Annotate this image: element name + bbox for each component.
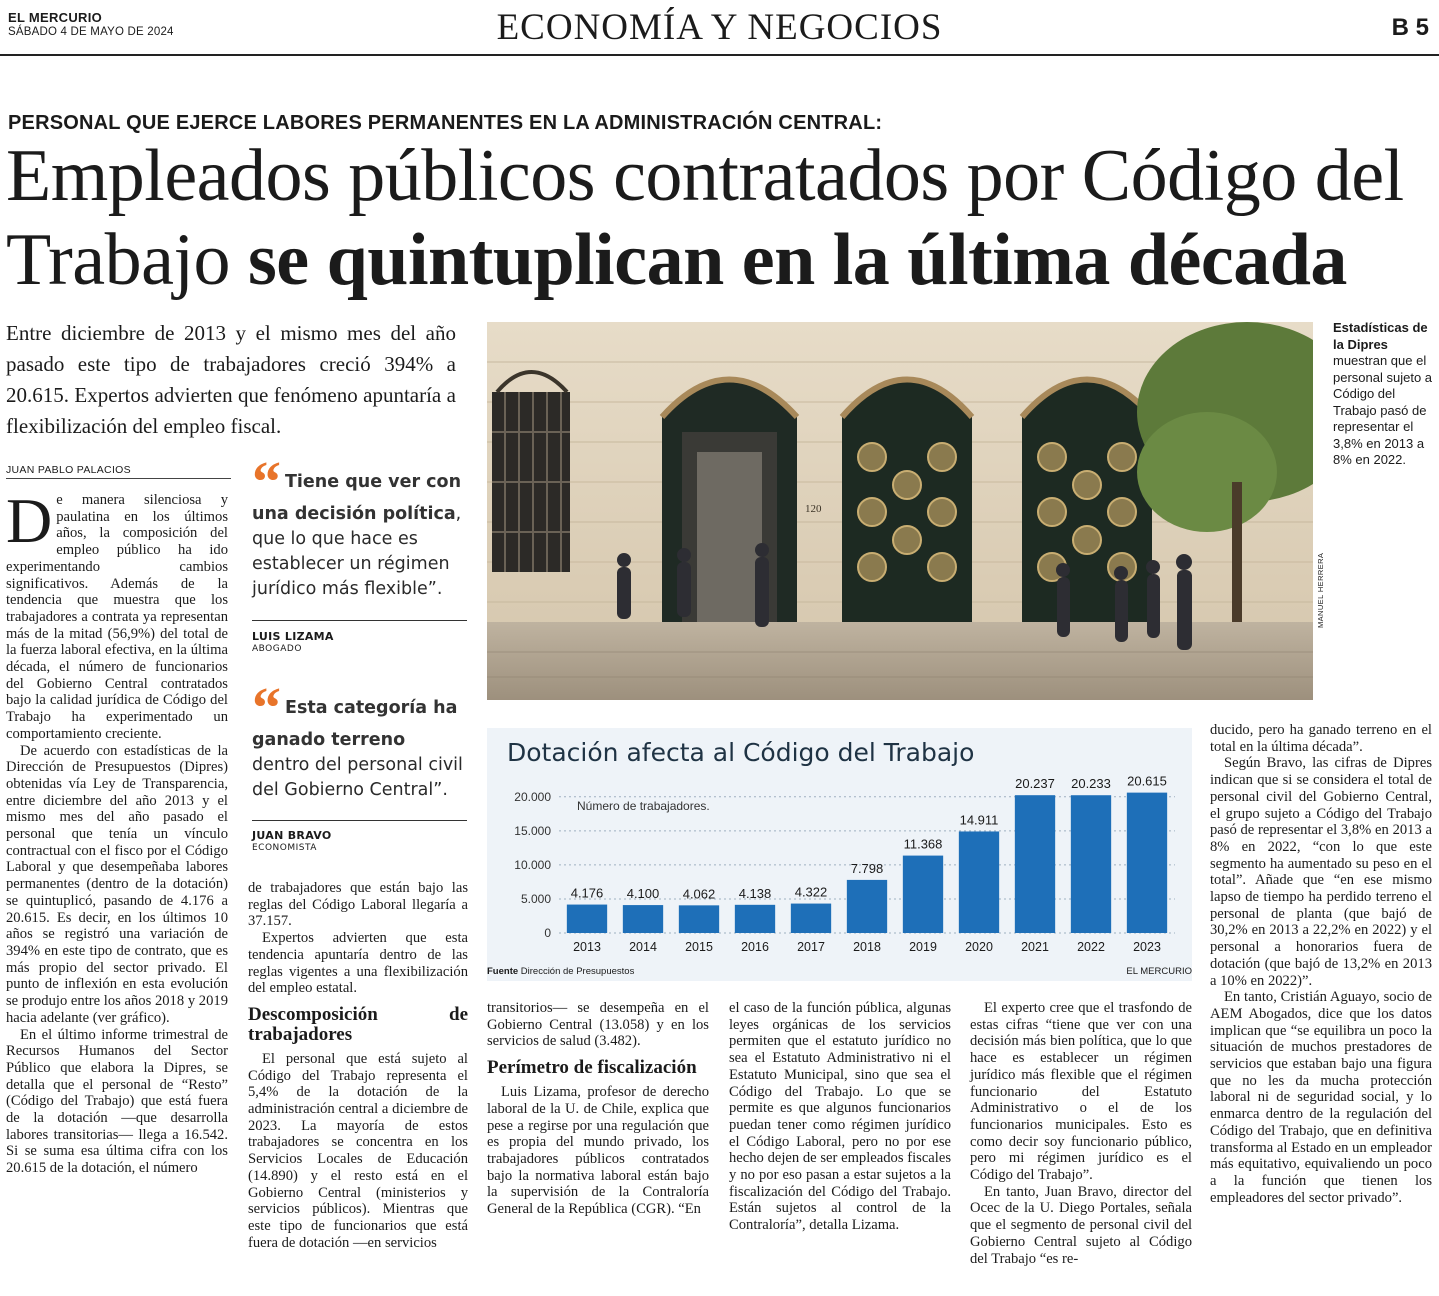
data-label: 4.176	[570, 885, 604, 901]
headline-light-part: Trabajo	[6, 219, 230, 301]
paragraph: En tanto, Cristián Aguayo, socio de AEM Abogados, dice que los datos implican que “se equilibra un poco la situación de muchos prestadores de servicios que estaban bajo una figura que no les da mucha protección laboral ni de seguridad social, y lo enmarca dentro de la regulación del Código del Trabajo, que en definitiva transforma al Estado en un empleador más equitativo, equivaliendo un poco a la función que tienen los empleadores del sector privado”.	[1210, 989, 1432, 1206]
quote-author-role: ECONOMISTA	[252, 843, 317, 853]
headline	[6, 134, 1404, 302]
x-tick-label: 2023	[1133, 940, 1161, 954]
quote-author-name: JUAN BRAVO	[252, 829, 332, 842]
pull-quote-bold: Tiene que ver con una decisión política	[252, 472, 462, 524]
paragraph: En el último informe trimestral de Recursos Humanos del Sector Público que elabora la Dipres, se detalla que el personal de “Resto” (Código del Trabajo) que está fuera de la dotación —que desarrolla labores transitorias— llega a 16.542. Si se suma esa última cifra con los 20.615 de la dotación, el número	[6, 1026, 228, 1177]
pull-quote-1	[252, 449, 467, 602]
body-column-4	[729, 1000, 951, 1234]
headline-bold-part: se quintuplican en la última década	[248, 219, 1347, 301]
y-tick-label: 15.000	[514, 823, 551, 838]
caption-title: Estadísticas de la Dipres	[1333, 320, 1428, 352]
paragraph: Luis Lizama, profesor de derecho laboral de la U. de Chile, explica que pese a regirse por una regulación que es propia del mundo privado, los trabajadores públicos contratados bajo la normativa laboral están bajo la supervisión de la Contraloría General de la República (CGR). “En	[487, 1084, 709, 1218]
data-label: 7.798	[850, 860, 884, 876]
bar	[791, 904, 831, 933]
quote-author-name: LUIS LIZAMA	[252, 630, 334, 643]
paragraph: de trabajadores que están bajo las reglas del Código Laboral llegaría a 37.157.	[248, 880, 468, 930]
chart-credit: EL MERCURIO	[1126, 966, 1192, 977]
paragraph: transitorios— se desempeña en el Gobierno Central (13.058) y en los servicios de salud (3.482).	[487, 1000, 709, 1050]
issue-date: SÁBADO 4 DE MAYO DE 2024	[8, 26, 174, 38]
bar	[567, 905, 607, 933]
chart-subtitle: Número de trabajadores.	[577, 799, 710, 813]
paragraph: el caso de la función pública, algunas leyes orgánicas de los servicios permiten que el estatuto jurídico no sea el Estatuto Administrativo ni el Estatuto Municipal, sino que sea el Código del Trabajo. Lo que se permite es que algunos funcionarios puedan tener como régimen jurídico el Código Laboral, pero no por ese hecho dejen de ser empleados fiscales y no por eso pasan a estar sujetos a la fiscalización del Código del Trabajo. Están sujetos al control de la Contraloría”, detalla Lizama.	[729, 1000, 951, 1234]
caption-text: muestran que el personal sujeto a Código del Trabajo pasó de representar el 3,8% en 2013 a 8% en 2022.	[1333, 353, 1433, 467]
chart-source	[487, 966, 634, 977]
y-tick-label: 5.000	[520, 891, 551, 906]
bar	[903, 856, 943, 933]
quote-rule	[252, 820, 467, 821]
pull-quote-text	[252, 449, 467, 602]
paragraph: ducido, pero ha ganado terreno en el total en la última década”.	[1210, 722, 1432, 755]
y-tick-label: 10.000	[514, 857, 551, 872]
headline-line-1: Empleados públicos contratados por Código del	[6, 135, 1404, 217]
pull-quote-rest: dentro del personal civil del Gobierno Central”.	[252, 755, 463, 800]
byline-rule	[6, 478, 231, 479]
body-column-1	[6, 485, 228, 1177]
data-label: 4.100	[626, 886, 660, 902]
chart-source-text: Dirección de Presupuestos	[520, 966, 635, 977]
building-number: 120	[805, 503, 822, 515]
building-photo	[487, 322, 1313, 700]
paragraph	[6, 485, 228, 743]
x-tick-label: 2017	[797, 940, 825, 954]
x-tick-label: 2016	[741, 940, 769, 954]
photo-credit-text: MANUEL HERRERA	[1316, 552, 1325, 628]
data-label: 20.233	[1071, 776, 1111, 792]
newspaper-name: EL MERCURIO	[8, 10, 103, 25]
chart-panel	[487, 728, 1192, 981]
data-label: 11.368	[903, 836, 943, 852]
data-label: 20.237	[1015, 776, 1055, 792]
bar	[735, 905, 775, 933]
x-tick-label: 2021	[1021, 940, 1049, 954]
paragraph-text: e manera silenciosa y paulatina en los últimos años, la composición del empleo público ha ido experimentando cambios significativos. Además de la tendencia que muestra que los trabajadores a contrata ya representan más de la mitad (56,9%) del total de la fuerza laboral efectiva, en la última década, el número de funcionarios del Gobierno Central contratados bajo la calidad jurídica de Código del Trabajo ha experimentado un comportamiento creciente.	[6, 492, 228, 742]
x-tick-label: 2015	[685, 940, 713, 954]
photo-caption	[1333, 320, 1437, 469]
quote-icon: “	[252, 449, 281, 514]
pull-quote-2	[252, 675, 467, 803]
paragraph: En tanto, Juan Bravo, director del Ocec de la U. Diego Portales, señala que el segmento de personal civil del Gobierno Central sujeto al Código del Trabajo “es re-	[970, 1183, 1192, 1267]
x-tick-label: 2019	[909, 940, 937, 954]
paragraph: Expertos advierten que esta tendencia apuntaría dentro de las reglas vigentes a una flexibilización del empleo estatal.	[248, 930, 468, 997]
photo-credit	[1316, 553, 1325, 628]
chart-title: Dotación afecta al Código del Trabajo	[507, 738, 975, 767]
x-tick-label: 2013	[573, 940, 601, 954]
lead-paragraph: Entre diciembre de 2013 y el mismo mes del año pasado este tipo de trabajadores creció 394% a 20.615. Expertos advierten que fenómeno apuntaría a flexibilización del empleo fiscal.	[6, 321, 456, 438]
bar	[1071, 795, 1111, 933]
data-label: 4.062	[682, 886, 716, 902]
quote-rule	[252, 620, 467, 621]
body-column-2	[248, 880, 468, 1251]
masthead-rule	[0, 54, 1439, 56]
bar-chart	[487, 728, 1192, 981]
section-title: ECONOMÍA Y NEGOCIOS	[496, 7, 943, 48]
bar	[959, 831, 999, 933]
x-tick-label: 2014	[629, 940, 657, 954]
y-tick-label: 20.000	[514, 789, 551, 804]
body-column-3	[487, 1000, 709, 1218]
x-tick-label: 2018	[853, 940, 881, 954]
data-label: 20.615	[1127, 773, 1167, 789]
paragraph: De acuerdo con estadísticas de la Dirección de Presupuestos (Dipres) obtenidas vía Ley de Transparencia, entre diciembre del año 2013 y el mismo mes del año pasado el personal que tenía un vínculo contractual con el fisco por el Código Laboral y que desempeñaba labores permanentes (dentro de la dotación) se quintuplicó, pasando de 4.176 a 20.615. Es decir, en los últimos 10 años se registró una variación de 394% en este tipo de contrato, que es más propio del sector privado. El punto de inflexión en esta evolución se produjo entre los años 2018 y 2019 hacia adelante (ver gráfico).	[6, 742, 228, 1026]
subhead: Perímetro de fiscalización	[487, 1057, 697, 1079]
headline-line-2	[6, 218, 1404, 302]
bar	[1127, 793, 1167, 933]
data-label: 4.138	[738, 885, 772, 901]
bar	[847, 880, 887, 933]
paragraph: El personal que está sujeto al Código del Trabajo representa el 5,4% de la dotación de la administración central a diciembre de 2023. La mayoría de estos trabajadores se concentra en los Servicios Locales de Educación (14.890) y el resto está en el Gobierno Central (ministerios y servicios públicos). Mientras que este tipo de funcionarios que está fuera de dotación —en servicios	[248, 1050, 468, 1251]
body-column-5	[970, 1000, 1192, 1267]
facade-illustration	[487, 322, 1313, 700]
subhead: Descomposición de trabajadores	[248, 1003, 468, 1045]
page-number: B 5	[1391, 14, 1429, 41]
x-tick-label: 2022	[1077, 940, 1105, 954]
chart-source-label: Fuente	[487, 966, 519, 977]
pull-quote-rest: , que lo que hace es establecer un régimen jurídico más flexible”.	[252, 504, 462, 599]
paragraph: El experto cree que el trasfondo de estas cifras “tiene que ver con una decisión más bien política, que lo que hace es establecer un régimen jurídico más flexible que el régimen funcionario del Estatuto Administrativo o el de los funcionarios municipales. Esto es como decir soy funcionario público, pero mi régimen jurídico es el Código del Trabajo”.	[970, 1000, 1192, 1184]
pull-quote-bold: Esta categoría ha ganado terreno	[252, 698, 458, 750]
quote-author-role: ABOGADO	[252, 644, 302, 654]
body-column-6	[1210, 722, 1432, 1206]
data-label: 4.322	[794, 884, 828, 900]
bar	[679, 905, 719, 933]
byline: JUAN PABLO PALACIOS	[6, 464, 131, 476]
data-label: 14.911	[959, 812, 999, 828]
x-tick-label: 2020	[965, 940, 993, 954]
y-tick-label: 0	[544, 926, 551, 940]
bar	[1015, 795, 1055, 933]
drop-cap: D	[6, 485, 53, 556]
paragraph: Según Bravo, las cifras de Dipres indican que si se considera el total de personal civil del Gobierno Central, el grupo sujeto a Código del Trabajo pasó de representar el 3,8% en 2013 a 8% en 2022, “con lo que este segmento ha aumentado su peso en el total”. Añade que “en ese mismo lapso de tiempo ha perdido terreno el personal de planta (que bajó de 30,2% en 2013 a 22,2% en 2022) y el personal a honorarios fuera de dotación (que bajó de 13,2% en 2013 a 10% en 2022)”.	[1210, 755, 1432, 989]
bar	[623, 905, 663, 933]
quote-icon: “	[252, 675, 281, 740]
pull-quote-text	[252, 675, 467, 803]
kicker: PERSONAL QUE EJERCE LABORES PERMANENTES EN LA ADMINISTRACIÓN CENTRAL:	[8, 112, 883, 134]
